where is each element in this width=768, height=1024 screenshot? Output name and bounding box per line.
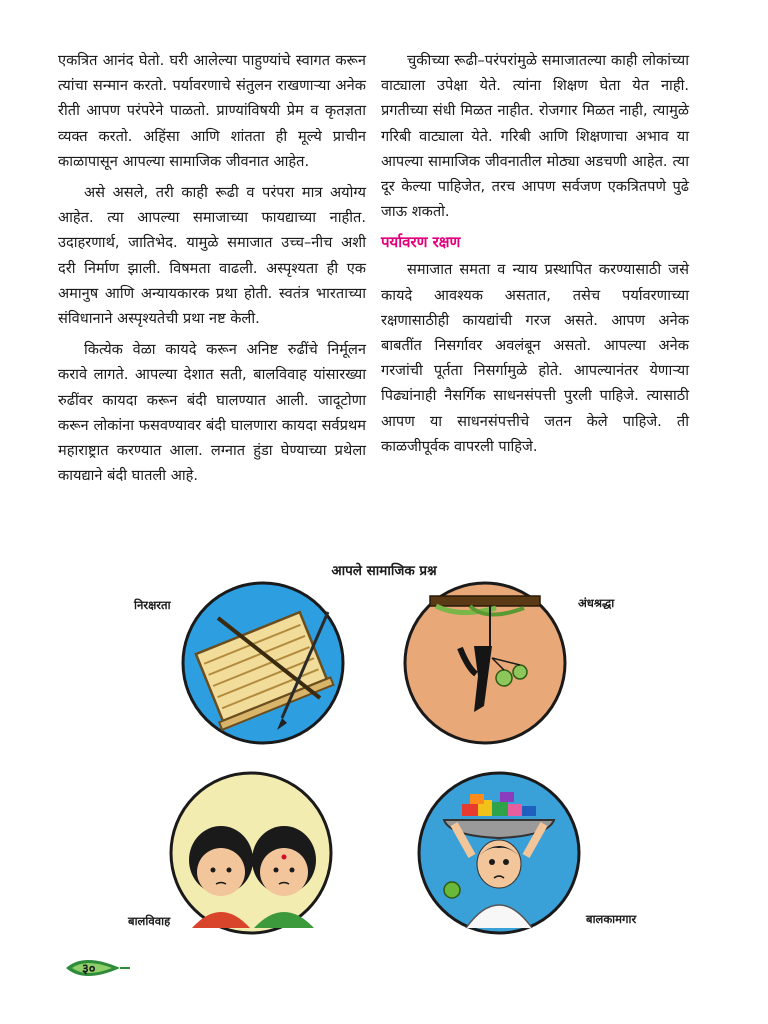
illustrations-title: आपले सामाजिक प्रश्न xyxy=(331,563,437,579)
caption-child-marriage: बालविवाह xyxy=(128,914,171,928)
child-couple-icon xyxy=(166,768,336,938)
section-heading: पर्यावरण रक्षण xyxy=(381,233,461,252)
caption-superstition: अंधश्रद्धा xyxy=(578,596,615,610)
left-paragraph-3: कित्येक वेळा कायदे करून अनिष्ट रुढींचे निर्मूलन करावे लागते. आपल्या देशात सती, बालविवाह यांसारख्या रुढींवर कायदा करून बंदी घालण्यात आली. जादूटोणा करून लोकांना फसवण्यावर बंदी घालणारा कायदा सर्वप्रथम महाराष्ट्रात करण्यात आला. लग्नात हुंडा घेण्याच्या प्रथेला कायद्याने बंदी घातली आहे. xyxy=(58,341,366,485)
left-paragraph-2: असे असले, तरी काही रूढी व परंपरा मात्र अयोग्य आहेत. त्या आपल्या समाजाच्या फायद्याच्या नाहीत. उदाहरणार्थ, जातिभेद. यामुळे समाजात उच्च–नीच अशी दरी निर्माण झाली. विषमता वाढली. अस्पृश्यता ही एक अमानुष आणि अन्यायकारक प्रथा होती. स्वतंत्र भारताच्या संविधानाने अस्पृश्यतेची प्रथा नष्ट केली. xyxy=(58,184,366,328)
leaf-icon xyxy=(62,954,132,982)
left-column xyxy=(58,48,366,494)
caption-illiteracy: निरक्षरता xyxy=(134,598,171,612)
right-paragraph-1: चुकीच्या रूढी–परंपरांमुळे समाजातल्या काही लोकांच्या वाट्याला उपेक्षा येते. त्यांना शिक्षण घेता येत नाही. प्रगतीच्या संधी मिळत नाहीत. रोजगार मिळत नाही, त्यामुळे गरिबी वाट्याला येते. गरिबी आणि शिक्षणाचा अभाव या आपल्या सामाजिक जीवनातील मोठ्या अडचणी आहेत. त्या दूर केल्या पाहिजेत, तरच आपण सर्वजण एकत्रितपणे पुढे जाऊ शकतो. xyxy=(381,52,689,221)
right-column xyxy=(381,48,689,465)
page-number-badge xyxy=(62,954,132,982)
child-laborer-icon xyxy=(414,768,584,938)
caption-child-labour: बालकामगार xyxy=(586,912,637,926)
page-number: ३० xyxy=(82,962,96,977)
right-paragraph-2: समाजात समता व न्याय प्रस्थापित करण्यासाठी जसे कायदे आवश्यक असतात, तसेच पर्यावरणाच्या रक्षणासाठीही कायद्यांची गरज असते. आपण अनेक बाबतींत निसर्गावर अवलंबून असतो. आपल्या अनेक गरजांची पूर्तता निसर्गामुळे होते. आपल्यानंतर येणाऱ्या पिढ्यांनाही नैसर्गिक साधनसंपत्ती पुरली पाहिजे. त्यासाठी आपण या साधनसंपत्तीचे जतन केले पाहिजे. ती काळजीपूर्वक वापरली पाहिजे. xyxy=(381,261,689,455)
hanging-lemon-chilli-icon xyxy=(400,578,570,748)
left-paragraph-1: एकत्रित आनंद घेतो. घरी आलेल्या पाहुण्यांचे स्वागत करून त्यांचा सन्मान करतो. पर्यावरणाचे संतुलन राखणाऱ्या अनेक रीती आपण परंपरेने पाळतो. प्राण्यांविषयी प्रेम व कृतज्ञता व्यक्त करतो. अहिंसा आणि शांतता ही मूल्ये प्राचीन काळापासून आपल्या सामाजिक जीवनात आहेत. xyxy=(58,52,366,170)
slate-and-pen-icon xyxy=(178,578,348,748)
